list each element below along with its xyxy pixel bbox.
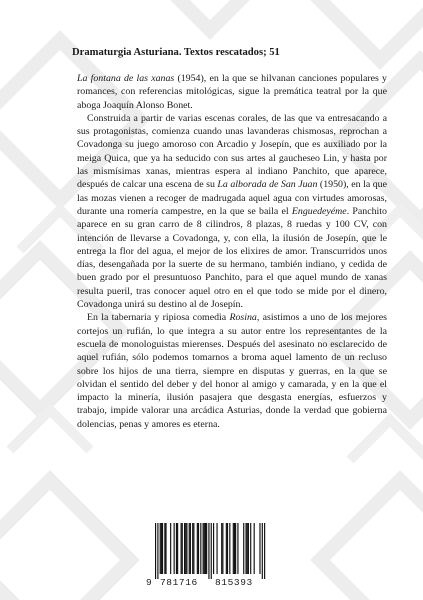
barcode-bar <box>170 523 171 574</box>
barcode-bar <box>222 523 223 574</box>
barcode-bar <box>234 523 235 574</box>
barcode-bar <box>229 523 230 574</box>
barcode-bar <box>245 523 246 574</box>
barcode-bar <box>189 523 190 574</box>
barcode-bar <box>182 523 183 574</box>
barcode-bar <box>208 523 209 579</box>
barcode-bar <box>237 523 238 574</box>
barcode-bar <box>155 523 156 579</box>
synopsis-text <box>77 72 387 431</box>
barcode-bar <box>174 523 175 574</box>
isbn-lead-digit: 9 <box>146 577 153 588</box>
barcode-bar <box>162 523 163 574</box>
barcode-bar <box>259 523 260 574</box>
barcode-bar <box>262 523 263 579</box>
paragraph-2-text-c: . Panchito aparece en su gran carro de 8 cilindros, 8 plazas, 8 ruedas y 100 CV, con intención de llevarse a Covadonga, y, con ella, la ilusión de Josepín, que le entrega la flor del agua, el mejor de los elixires de amor. Transcurridos unos días, desengañada por la suerte de su hermano, también indiano, y cedida de buen grado por el presuntuoso Panchito, para el que aquel mundo de xanas resulta pueril, tras conocer aquel otro en el que todo se mide por el dinero, Covadonga unirá su destino al de Josepín. <box>77 205 387 311</box>
barcode-bar <box>177 523 178 574</box>
barcode-bars <box>146 521 274 581</box>
barcode-bar <box>204 523 205 574</box>
barcode-bar <box>198 523 199 574</box>
barcode-bar <box>190 523 191 574</box>
paragraph-3-text-b: , asistimos a uno de los mejores cortejos un rufián, lo que integra a su autor entre los representantes de la escuela de monologuistas mierenses. Después del asesinato no esclarecido de aquel rufián, sólo podemos tomarnos a broma aquel lamento de un recluso sobre los hijos de una tierra, siempre en disputas y guerras, en la que se olvidan el sentido del deber y del honor al amigo y camarada, y en la que el impacto la minería, ilusión pasajera que desgasta energías, esfuerzos y trabajo, impide valorar una arcádica Asturias, donde la verdad que gobierna dolencias, penas y amores es eterna. <box>77 312 387 430</box>
barcode-bar <box>161 523 162 574</box>
barcode-bar <box>165 523 166 574</box>
isbn-right-digits: 815393 <box>215 577 253 588</box>
series-title: Dramaturgia Asturiana. Textos rescatados; 51 <box>72 47 280 58</box>
barcode-bar <box>181 523 182 574</box>
barcode-bar <box>203 523 204 574</box>
barcode-bar <box>186 523 187 574</box>
barcode-bar <box>157 523 158 579</box>
barcode-bar <box>226 523 227 574</box>
barcode-bar <box>205 523 206 574</box>
paragraph-1 <box>77 72 387 112</box>
isbn-barcode <box>146 521 274 593</box>
work-title-alborada: La alborada de San Juan <box>217 179 318 191</box>
isbn-left-digits: 781716 <box>160 577 198 588</box>
barcode-bar <box>221 523 222 574</box>
barcode-bar <box>250 523 251 574</box>
work-title-fontana: La fontana de las xanas <box>77 73 175 84</box>
barcode-bar <box>243 523 244 574</box>
barcode-bar <box>193 523 194 574</box>
barcode-bar <box>235 523 236 574</box>
barcode-bar <box>216 523 217 574</box>
paragraph-2-text-a: Construida a partir de varias escenas corales, de las que va entresacando a sus protagonistas, comienza cuando unas lavanderas chismosas, reprochan a Covadonga su juego amoroso con Arcadio y Josepín, que es auxiliado por la meiga Quica, que ya ha seducido con sus artes al gaucheseo Lin, y hasta por las mismísimas xanas, mientras espera al indiano Panchito, que aparece, después de calcar una escena de su <box>77 112 387 191</box>
barcode-bar <box>248 523 249 574</box>
barcode-bar <box>200 523 201 574</box>
barcode-bar <box>197 523 198 574</box>
barcode-bar <box>206 523 207 574</box>
paragraph-3 <box>77 311 387 431</box>
barcode-bar <box>264 523 265 579</box>
barcode-bar <box>185 523 186 574</box>
paragraph-2 <box>77 112 387 311</box>
barcode-bar <box>211 523 212 579</box>
barcode-bar <box>192 523 193 574</box>
barcode-bar <box>176 523 177 574</box>
barcode-bar <box>247 523 248 574</box>
dance-name: Enguedeyéme <box>291 205 347 217</box>
paragraph-2-text-b: (1950), en la que las mozas vienen a recoger de madrugada aquel agua con virtudes amorosas, durante una romería campestre, en la que se baila el <box>77 179 387 217</box>
barcode-bar <box>227 523 228 574</box>
paragraph-1-text: (1954), en la que se hilvanan canciones populares y romances, con referencias mitológicas, sigue la premática teatral por la que aboga Joaquín Alonso Bonet. <box>77 73 387 111</box>
paragraph-3-text-a: En la tabernaria y ripiosa comedia <box>87 312 230 324</box>
barcode-bar <box>254 523 255 574</box>
barcode-bar <box>164 523 165 574</box>
work-title-rosina: Rosina <box>229 312 257 324</box>
barcode-bar <box>160 523 161 574</box>
barcode-bar <box>184 523 185 574</box>
barcode-bar <box>233 523 234 574</box>
barcode-bar <box>213 523 214 574</box>
